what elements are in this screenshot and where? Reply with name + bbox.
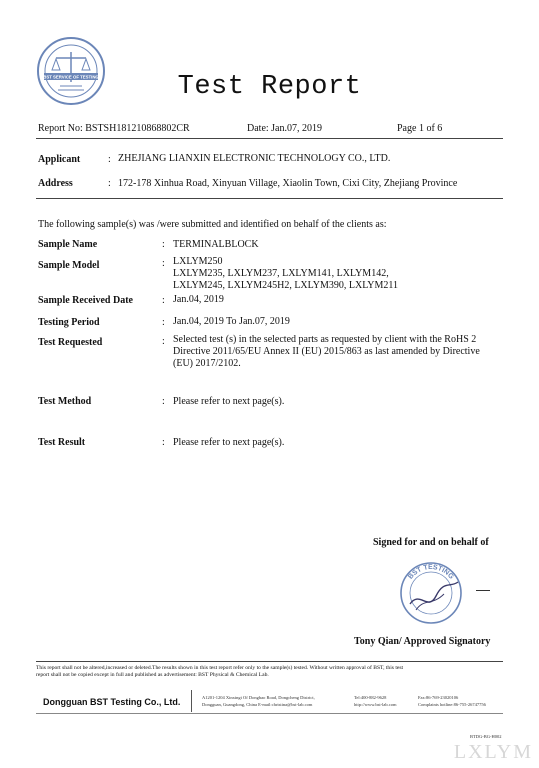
test-method-colon: : (162, 396, 165, 407)
footer-fax (418, 694, 486, 708)
footer-address-line: Dongguan, Guangdong, China E-mail:christina@bst-lab.com (202, 702, 313, 707)
footer-contact-line: http://www.bst-lab.com (354, 702, 397, 707)
received-date-colon: : (162, 295, 165, 306)
sample-model-line: LXLYM245, LXLYM245H2, LXLYM390, LXLYM211 (173, 280, 399, 291)
intro-text: The following sample(s) was /were submitted and identified on behalf of the clients as: (38, 219, 387, 230)
testing-period-label: Testing Period (38, 317, 100, 328)
received-date-label: Sample Received Date (38, 295, 133, 306)
approval-stamp (398, 560, 464, 626)
sample-name-colon: : (162, 239, 165, 250)
report-date: Date: Jan.07, 2019 (247, 123, 322, 134)
footer-address (202, 694, 315, 708)
footer-contact-line: Tel:400-882-9628 (354, 695, 387, 700)
page-title: Test Report (177, 72, 362, 102)
applicant-label: Applicant (38, 154, 81, 165)
signed-on-behalf: Signed for and on behalf of (373, 537, 489, 548)
address-colon: : (108, 178, 111, 189)
sample-model-line: LXLYM250 (173, 256, 223, 267)
test-method-value: Please refer to next page(s). (173, 396, 285, 407)
page-indicator: Page 1 of 6 (397, 123, 443, 134)
client-divider (36, 198, 503, 199)
sample-model-value (173, 256, 398, 292)
test-requested-line: Directive 2011/65/EU Annex II (EU) 2015/863 as last amended by Directive (173, 346, 480, 357)
sample-name-value: TERMINALBLOCK (173, 239, 259, 250)
form-code: BTDG-BG-H002 (470, 734, 502, 739)
address-label: Address (38, 178, 73, 189)
footer-divider (36, 713, 503, 714)
disclaimer-divider (36, 661, 503, 662)
footer-vline-1 (191, 690, 192, 712)
test-requested-label: Test Requested (38, 337, 103, 348)
logo-text: BST SERVICE OF TESTING (43, 74, 99, 80)
footer-fax-line: Fax:86-769-23020106 (418, 695, 459, 700)
sample-model-label: Sample Model (38, 260, 100, 271)
footer-address-line: A1201-1204 Xinxingi Of Dongbao Road, Dongcheng District, (202, 695, 315, 700)
stamp-text: BST TESTING (407, 563, 455, 581)
received-date-value: Jan.04, 2019 (173, 294, 224, 305)
disclaimer-line: report shall not be copied except in full and published as advertisement: BST Physical & Chemical Lab. (36, 672, 269, 678)
header-divider (36, 138, 503, 139)
footer-contact (354, 694, 396, 708)
report-number: Report No: BSTSH181210868802CR (38, 123, 190, 134)
sample-model-colon: : (162, 258, 165, 269)
testing-period-value: Jan.04, 2019 To Jan.07, 2019 (173, 316, 290, 327)
test-requested-colon: : (162, 336, 165, 347)
applicant-colon: : (108, 154, 111, 165)
test-result-value: Please refer to next page(s). (173, 437, 285, 448)
sample-model-line: LXLYM235, LXLYM237, LXLYM141, LXLYM142, (173, 268, 389, 279)
svg-text:BST TESTING (407, 564, 455, 581)
watermark: LXLYM (453, 741, 533, 763)
signature-line (476, 590, 490, 591)
test-result-colon: : (162, 437, 165, 448)
footer-company: Dongguan BST Testing Co., Ltd. (43, 697, 181, 707)
testing-period-colon: : (162, 317, 165, 328)
test-requested-line: (EU) 2017/2102. (173, 358, 241, 369)
address-value: 172-178 Xinhua Road, Xinyuan Village, Xiaolin Town, Cixi City, Zhejiang Province (118, 178, 458, 189)
applicant-value: ZHEJIANG LIANXIN ELECTRONIC TECHNOLOGY CO., LTD. (118, 153, 391, 164)
test-requested-line: Selected test (s) in the selected parts as requested by client with the RoHS 2 (173, 334, 477, 345)
disclaimer-text (36, 665, 506, 679)
sample-name-label: Sample Name (38, 239, 98, 250)
test-requested-value (173, 334, 480, 370)
approved-signatory: Tony Qian/ Approved Signatory (354, 636, 491, 647)
test-result-label: Test Result (38, 437, 86, 448)
footer-fax-line: Complaints hotline:86-755-26747756 (418, 702, 486, 707)
test-method-label: Test Method (38, 396, 92, 407)
disclaimer-line: This report shall not be altered,increased or deleted.The results shown in this test report refer only to the sample(s) tested. Without written approval of BST, this test (36, 665, 404, 671)
